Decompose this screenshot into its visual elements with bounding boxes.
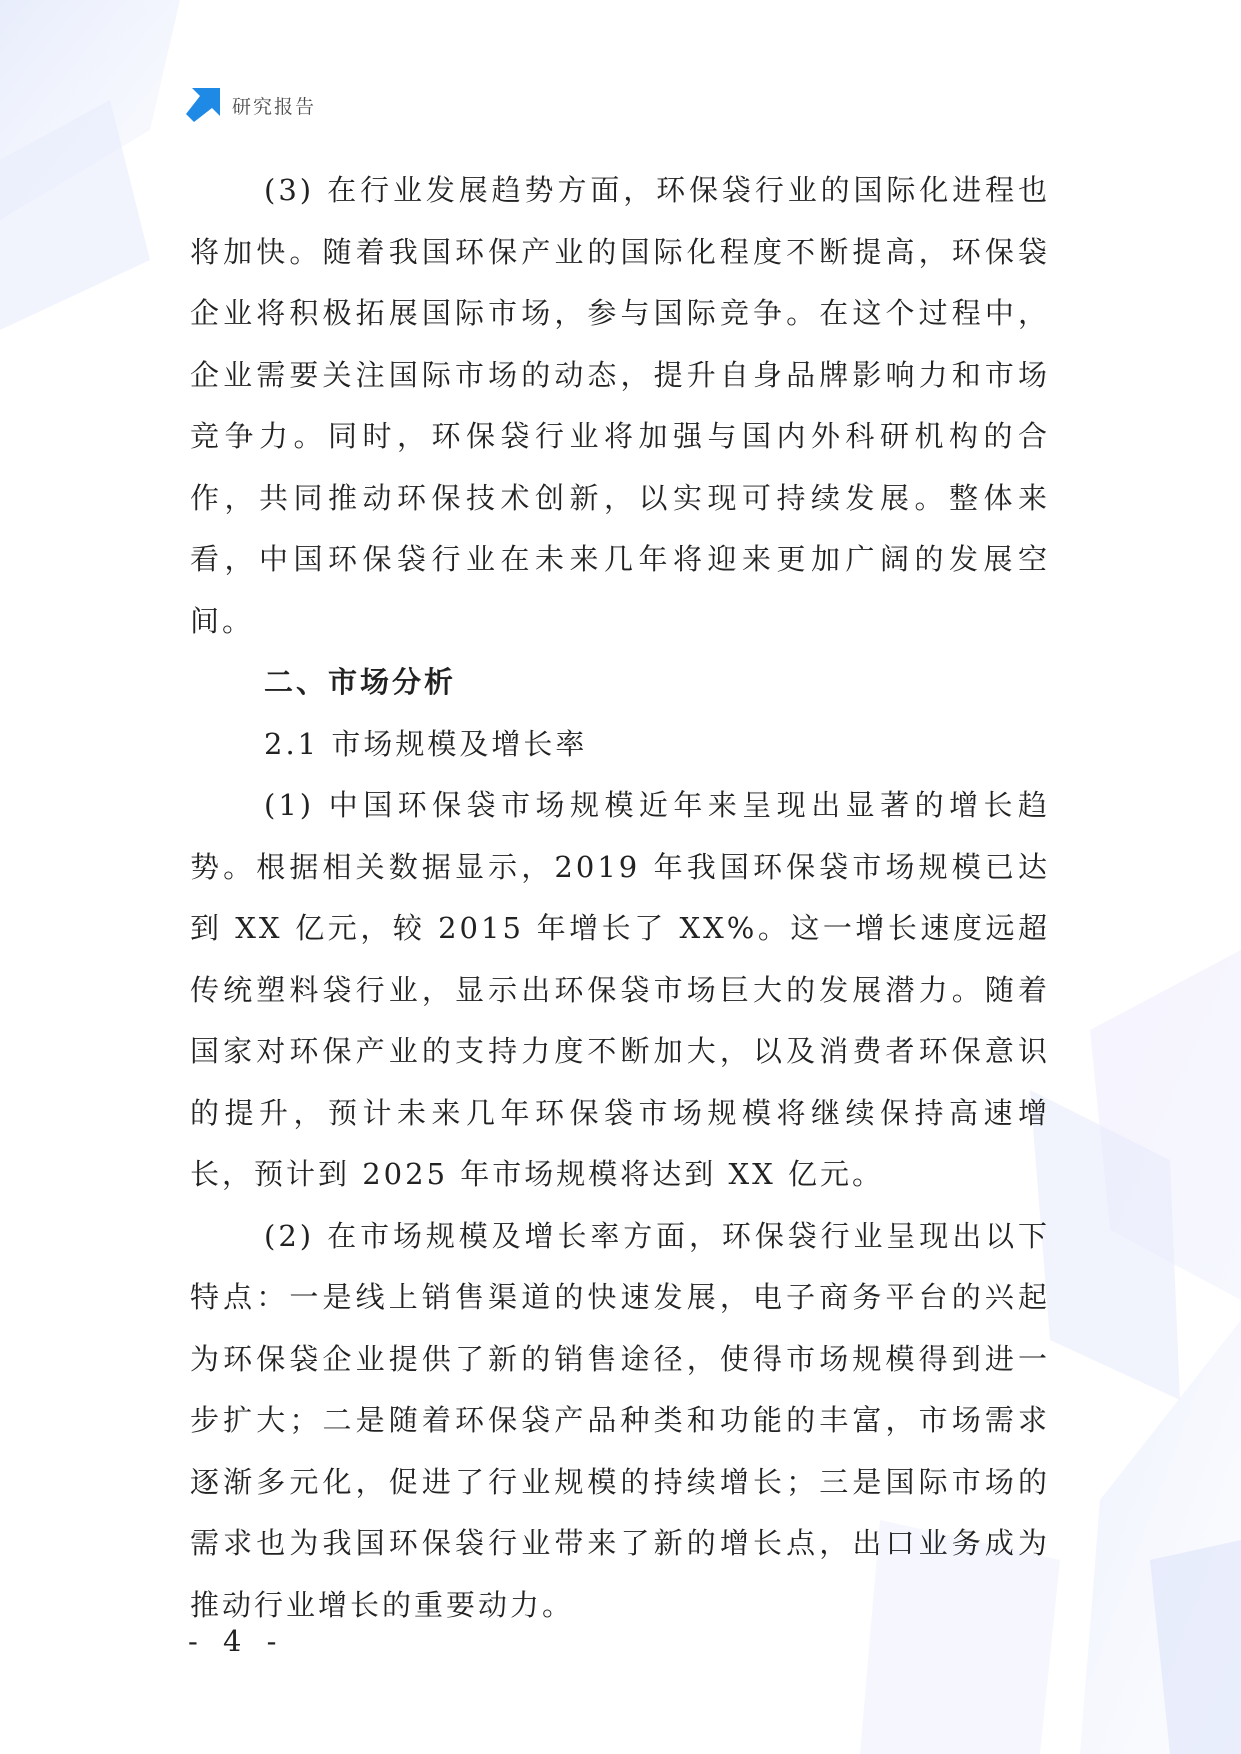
paragraph-growth-features: (2) 在市场规模及增长率方面，环保袋行业呈现出以下特点：一是线上销售渠道的快速发展，电子商务平台的兴起为环保袋企业提供了新的销售途径，使得市场规模得到进一步扩大；二是随着环保袋产品种类和功能的丰富，市场需求逐渐多元化，促进了行业规模的持续增长；三是国际市场的需求也为我国环保袋行业带来了新的增长点，出口业务成为推动行业增长的重要动力。 [190,1218,1050,1622]
paragraph-market-size: (1) 中国环保袋市场规模近年来呈现出显著的增长趋势。根据相关数据显示，2019 年我国环保袋市场规模已达到 XX 亿元，较 2015 年增长了 XX%。这一增长速度远超传统塑料袋行业，显示出环保袋市场巨大的发展潜力。随着国家对环保产业的支持力度不断加大，以及消费者环保意识的提升，预计未来几年环保袋市场规模将继续保持高速增长，预计到 2025 年市场规模将达到 XX 亿元。 [190,788,1050,1191]
arrow-up-right-icon [186,88,220,122]
document-body [190,160,1050,1636]
paragraph-trend: (3) 在行业发展趋势方面，环保袋行业的国际化进程也将加快。随着我国环保产业的国际化程度不断提高，环保袋企业将积极拓展国际市场，参与国际竞争。在这个过程中，企业需要关注国际市场的动态，提升自身品牌影响力和市场竞争力。同时，环保袋行业将加强与国内外科研机构的合作，共同推动环保技术创新，以实现可持续发展。整体来看，中国环保袋行业在未来几年将迎来更加广阔的发展空间。 [190,173,1050,638]
page-number: - 4 - [188,1624,285,1658]
report-header [186,88,316,122]
section-heading: 二、市场分析 [264,665,457,699]
subsection-heading: 2.1 市场规模及增长率 [264,726,588,761]
header-title: 研究报告 [232,95,317,118]
